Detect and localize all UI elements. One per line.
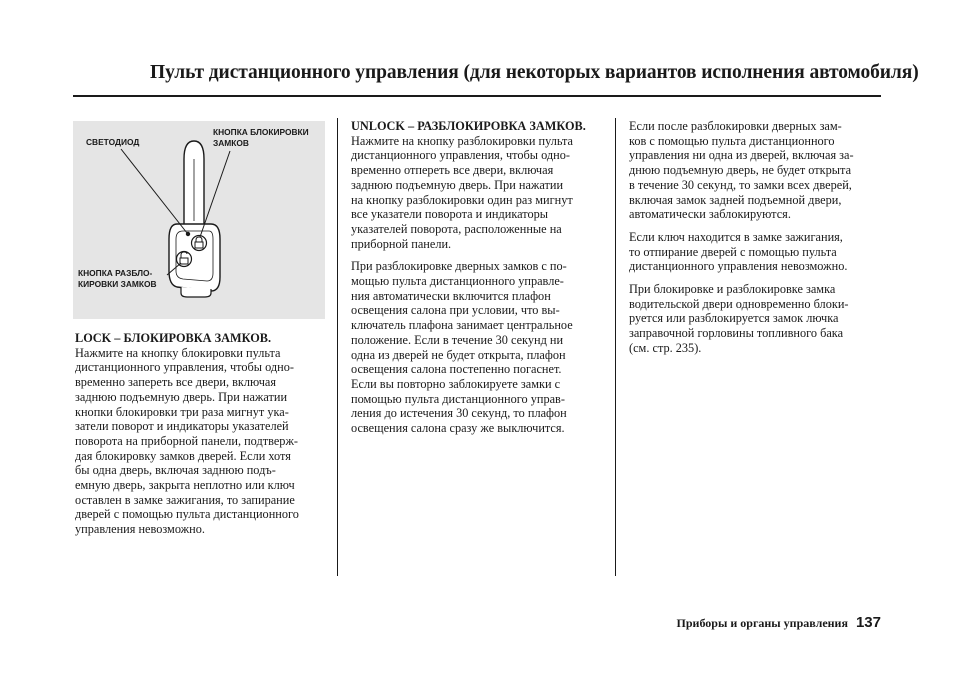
lock-heading: LOCK – БЛОКИРОВКА ЗАМКОВ. bbox=[75, 331, 272, 345]
column-lock bbox=[75, 331, 299, 537]
text-line: ления до истечения 30 секунд, то плафон bbox=[351, 406, 567, 421]
label-unlock-button: КНОПКА РАЗБЛО- КИРОВКИ ЗАМКОВ bbox=[78, 268, 157, 289]
text-line: освещения салона сразу же выключится. bbox=[351, 421, 565, 436]
text-line: Нажмите на кнопку разблокировки пульта bbox=[351, 133, 573, 148]
text-line: емную дверь, закрыта неплотно или ключ bbox=[75, 478, 295, 493]
text-line: дая блокировку замков дверей. Если хотя bbox=[75, 448, 291, 463]
title-divider bbox=[73, 95, 881, 97]
paragraph bbox=[629, 230, 854, 274]
text-line: кнопки блокировки три раза мигнут ука- bbox=[75, 404, 289, 419]
text-line: днюю подъемную дверь, не будет открыта bbox=[629, 163, 852, 178]
text-line: заднюю подъемную дверь. При нажатии bbox=[351, 177, 564, 192]
text-line: все указатели поворота и индикаторы bbox=[351, 207, 549, 222]
page-title: Пульт дистанционного управления (для некоторых вариантов исполнения автомобиля) bbox=[150, 62, 919, 83]
column-divider bbox=[615, 118, 616, 576]
text-line: мощью пульта дистанционного управле- bbox=[351, 274, 564, 289]
column-unlock bbox=[351, 119, 586, 436]
text-line: дистанционного управления, чтобы одно- bbox=[75, 360, 294, 375]
text-line: Нажмите на кнопку блокировки пульта bbox=[75, 345, 281, 360]
text-line: ков с помощью пульта дистанционного bbox=[629, 133, 835, 148]
text-line: освещения салона при условии, что вы- bbox=[351, 303, 560, 318]
page-number: 137 bbox=[855, 614, 881, 631]
text-line: заднюю подъемную дверь. При нажатии bbox=[75, 389, 288, 404]
page-footer bbox=[677, 614, 881, 632]
text-line: включая замок задней подъемной двери, bbox=[629, 192, 842, 207]
text-line: указателей поворота, расположенные на bbox=[351, 221, 562, 236]
paragraph bbox=[351, 119, 586, 251]
text-line: При блокировке и разблокировке замка bbox=[629, 282, 836, 297]
text-line: затели поворот и индикаторы указателей bbox=[75, 419, 289, 434]
text-line: то отпирание дверей с помощью пульта bbox=[629, 244, 837, 259]
text-line: Если вы повторно заблокируете замки с bbox=[351, 376, 561, 391]
label-lock-button: КНОПКА БЛОКИРОВКИ ЗАМКОВ bbox=[213, 127, 309, 148]
text-line: в течение 30 секунд, то замки всех дверей, bbox=[629, 177, 852, 192]
unlock-heading: UNLOCK – РАЗБЛОКИРОВКА ЗАМКОВ. bbox=[351, 119, 586, 133]
text-line: дистанционного управления, чтобы одно- bbox=[351, 148, 570, 163]
text-line: автоматически заблокируются. bbox=[629, 207, 791, 222]
paragraph bbox=[351, 259, 586, 435]
footer-section-title: Приборы и органы управления bbox=[676, 616, 848, 630]
text-line: Если после разблокировки дверных зам- bbox=[629, 119, 842, 133]
text-line: поворота на приборной панели, подтверж- bbox=[75, 433, 299, 448]
text-line: бы одна дверь, включая заднюю подъ- bbox=[75, 463, 276, 478]
text-line: временно запереть все двери, включая bbox=[75, 375, 277, 390]
paragraph bbox=[629, 282, 854, 356]
text-line: управления невозможно. bbox=[75, 522, 205, 537]
text-line: Если ключ находится в замке зажигания, bbox=[629, 229, 843, 244]
text-line: временно отпереть все двери, включая bbox=[351, 163, 554, 178]
column-notes bbox=[629, 119, 854, 356]
text-line: водительской двери одновременно блоки- bbox=[629, 296, 849, 311]
text-line: дверей с помощью пульта дистанционного bbox=[75, 507, 299, 522]
label-led: СВЕТОДИОД bbox=[86, 137, 140, 147]
remote-key-drawing bbox=[73, 121, 325, 319]
column-divider bbox=[337, 118, 338, 576]
text-line: освещения салона постепенно погаснет. bbox=[351, 362, 562, 377]
text-line: заправочной горловины топливного бака bbox=[629, 326, 844, 341]
text-line: ключатель плафона занимает центральное bbox=[351, 318, 573, 333]
text-line: приборной панели. bbox=[351, 236, 452, 251]
text-line: управления ни одна из дверей, включая за- bbox=[629, 148, 854, 163]
text-line: оставлен в замке зажигания, то запирание bbox=[75, 492, 295, 507]
text-line: (см. стр. 235). bbox=[629, 340, 702, 355]
paragraph bbox=[629, 119, 854, 222]
remote-key-figure bbox=[73, 121, 325, 319]
text-line: дистанционного управления невозможно. bbox=[629, 259, 848, 274]
text-line: на кнопку разблокировки один раз мигнут bbox=[351, 192, 573, 207]
text-line: положение. Если в течение 30 секунд ни bbox=[351, 332, 564, 347]
text-line: руется или разблокируется замок лючка bbox=[629, 311, 839, 326]
text-line: одна из дверей не будет открыта, плафон bbox=[351, 347, 566, 362]
text-line: помощью пульта дистанционного управ- bbox=[351, 391, 565, 406]
text-line: При разблокировке дверных замков с по- bbox=[351, 259, 567, 274]
text-line: ния автоматически включится плафон bbox=[351, 288, 551, 303]
